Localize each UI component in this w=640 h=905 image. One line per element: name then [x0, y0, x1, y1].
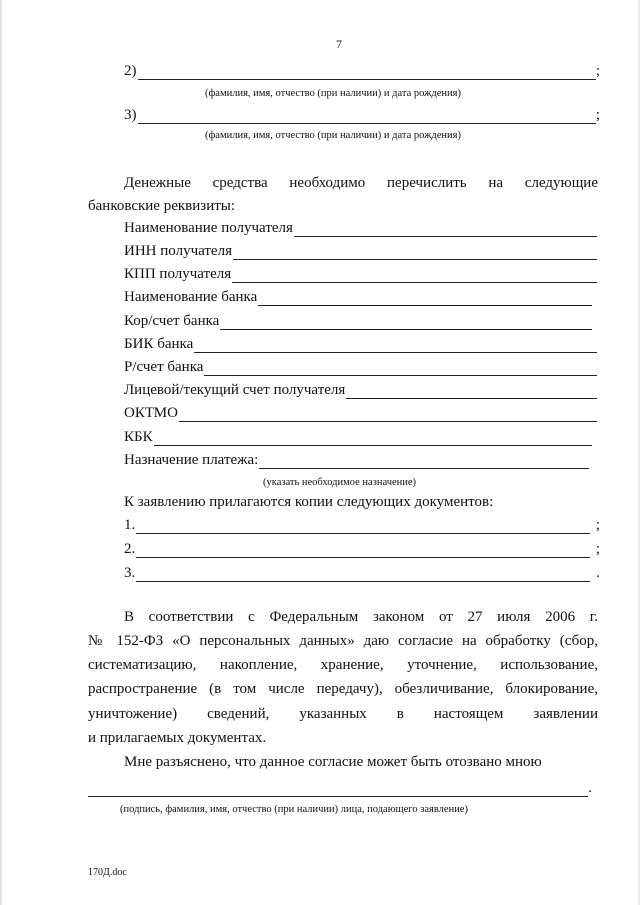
attachment-blank-line[interactable]	[136, 567, 590, 582]
field-kbk	[124, 428, 592, 446]
field-label: КПП получателя	[124, 266, 232, 282]
attachment-row-3	[124, 564, 600, 582]
attachment-number: 3.	[124, 565, 136, 581]
field-recipient-kpp	[124, 265, 597, 283]
field-label: ИНН получателя	[124, 243, 232, 259]
field-blank-line[interactable]	[259, 454, 589, 469]
page-number: 7	[336, 37, 342, 51]
field-label: Лицевой/текущий счет получателя	[124, 382, 346, 398]
attachment-blank-line[interactable]	[136, 519, 590, 534]
signature-end-mark: .	[588, 780, 592, 796]
consent-line-2: № 152-ФЗ «О персональных данных» даю согласие на обработку (сбор,	[88, 633, 598, 649]
field-blank-line[interactable]	[204, 361, 597, 376]
person-caption: (фамилия, имя, отчество (при наличии) и дата рождения)	[205, 88, 461, 99]
consent-line-4: распространение (в том числе передачу), обезличивание, блокирование,	[88, 681, 598, 697]
field-recipient-name	[124, 219, 597, 237]
consent-line-3: систематизацию, накопление, хранение, уточнение, использование,	[88, 657, 598, 673]
field-blank-line[interactable]	[220, 315, 592, 330]
field-oktmo	[124, 404, 597, 422]
signature-blank-line[interactable]	[88, 782, 588, 797]
field-label: Наименование банка	[124, 289, 258, 305]
person-row-3	[124, 106, 600, 124]
field-label: Наименование получателя	[124, 220, 293, 236]
person-end-mark: ;	[595, 63, 600, 79]
field-corr-account	[124, 312, 592, 330]
field-blank-line[interactable]	[194, 338, 597, 353]
consent-line-5: уничтожение) сведений, указанных в настоящем заявлении	[88, 706, 598, 722]
payment-caption: (указать необходимое назначение)	[263, 477, 417, 488]
field-blank-line[interactable]	[346, 384, 597, 399]
field-payment-purpose	[124, 451, 589, 469]
field-bik	[124, 335, 597, 353]
field-label: ОКТМО	[124, 405, 178, 421]
field-recipient-inn	[124, 242, 597, 260]
attachment-number: 2.	[124, 541, 136, 557]
attachment-row-1	[124, 516, 600, 534]
attachment-end-mark: .	[596, 565, 600, 581]
field-label: КБК	[124, 429, 153, 445]
field-label: БИК банка	[124, 336, 194, 352]
field-blank-line[interactable]	[258, 291, 592, 306]
revocation-text: Мне разъяснено, что данное согласие может быть отозвано мною	[124, 754, 542, 770]
consent-line-1: В соответствии с Федеральным законом от 27 июля 2006 г.	[124, 609, 598, 625]
person-blank-line[interactable]	[138, 109, 596, 124]
field-blank-line[interactable]	[294, 222, 597, 237]
consent-line-6: и прилагаемых документах.	[88, 730, 267, 746]
field-blank-line[interactable]	[232, 268, 597, 283]
field-bank-name	[124, 288, 592, 306]
field-label: Назначение платежа:	[124, 452, 259, 468]
person-number: 2)	[124, 63, 137, 79]
scan-edge-left	[0, 0, 2, 905]
bank-intro-line2: банковские реквизиты:	[88, 198, 236, 214]
field-personal-account	[124, 381, 597, 399]
person-blank-line[interactable]	[138, 65, 596, 80]
attachments-heading: К заявлению прилагаются копии следующих документов:	[124, 494, 494, 510]
signature-row	[88, 779, 592, 797]
person-row-2	[124, 62, 600, 80]
field-settlement-account	[124, 358, 597, 376]
attachment-end-mark: ;	[595, 517, 600, 533]
attachment-row-2	[124, 540, 600, 558]
field-blank-line[interactable]	[179, 407, 597, 422]
field-label: Р/счет банка	[124, 359, 204, 375]
attachment-end-mark: ;	[595, 541, 600, 557]
attachment-blank-line[interactable]	[136, 543, 590, 558]
field-blank-line[interactable]	[233, 245, 597, 260]
attachment-number: 1.	[124, 517, 136, 533]
footer-filename: 170Д.doc	[88, 867, 127, 878]
person-caption: (фамилия, имя, отчество (при наличии) и дата рождения)	[205, 130, 461, 141]
field-label: Кор/счет банка	[124, 313, 220, 329]
field-blank-line[interactable]	[154, 431, 592, 446]
person-end-mark: ;	[595, 107, 600, 123]
signature-caption: (подпись, фамилия, имя, отчество (при наличии) лица, подающего заявление)	[120, 804, 468, 815]
person-number: 3)	[124, 107, 137, 123]
bank-intro-line1: Денежные средства необходимо перечислить на следующие	[124, 175, 598, 191]
